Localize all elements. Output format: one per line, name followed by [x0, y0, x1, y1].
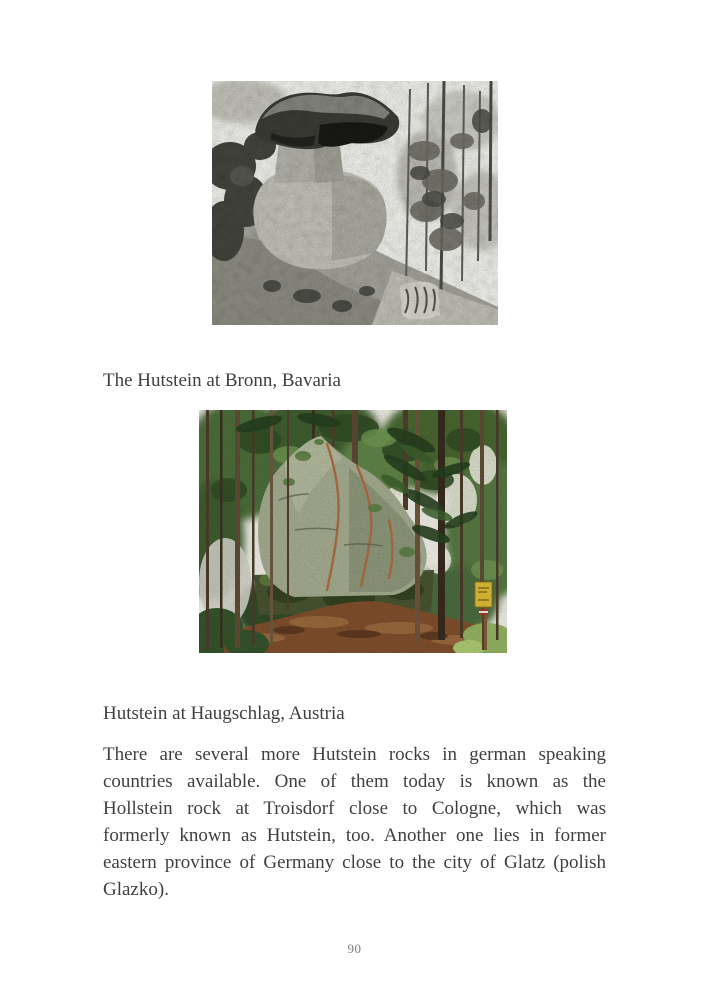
paragraph-line: countries available. One of them today is known as the [103, 771, 606, 792]
paragraph-line: Glazko). [103, 879, 169, 900]
bw-rock-photo-illustration [212, 81, 498, 325]
color-rock-photo-illustration [199, 410, 507, 653]
paragraph-line: Hollstein rock at Troisdorf close to Cologne, which was [103, 798, 606, 819]
paragraph-line: formerly known as Hutstein, too. Another one lies in former [103, 825, 606, 846]
page-number: 90 [347, 941, 362, 956]
paragraph-line: eastern province of Germany close to the city of Glatz (polish [103, 852, 606, 873]
paragraph-line: There are several more Hutstein rocks in german speaking [103, 744, 606, 765]
body-paragraph [103, 741, 606, 903]
hutstein-bronn-photo [212, 81, 498, 325]
figure-caption-haugschlag: Hutstein at Haugschlag, Austria [103, 703, 345, 724]
hutstein-haugschlag-photo [199, 410, 507, 653]
figure-caption-bronn: The Hutstein at Bronn, Bavaria [103, 370, 341, 391]
